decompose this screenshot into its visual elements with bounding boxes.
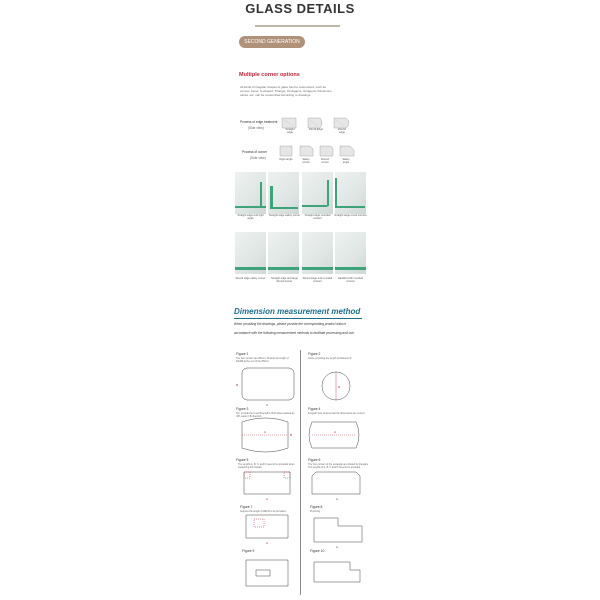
figure-10-label: Figure 10	[310, 549, 325, 553]
glass-photo-4	[335, 172, 366, 214]
pencil-edge-icon	[308, 118, 322, 128]
photo-caption-5: Round edge safety corner	[235, 277, 266, 280]
edge-treatment-label: Process of edge treatment	[240, 120, 278, 124]
page-title: GLASS DETAILS	[245, 1, 355, 16]
edge-type-3: Round edge	[338, 128, 346, 134]
figure-1-dim-b: B	[236, 383, 239, 387]
photo-caption-6: Straight edge and large Round corner	[271, 277, 298, 283]
figure-6-label: Figure 6	[308, 458, 321, 462]
figure-6-dim-a: A	[336, 497, 339, 501]
safety-corner-icon	[300, 146, 313, 156]
figure-8-note: Punching	[310, 510, 320, 513]
straight-edge-icon	[282, 118, 296, 128]
figure-8-label: Figure 8	[310, 505, 323, 509]
figure-4-note: Irregular arcs. Ensure that the dimensions are correct.	[308, 412, 366, 415]
generation-badge: SECOND GENERATION	[239, 36, 305, 48]
figure-4-dim-a: A	[334, 430, 337, 434]
figure-4-label: Figure 4	[308, 407, 321, 411]
figure-9-shape	[246, 560, 288, 586]
photo-caption-4: Straight edge round corners	[334, 214, 367, 217]
corner-type-1: Right angle	[279, 158, 293, 161]
dimension-heading-underline	[234, 318, 362, 319]
figure-1-label: Figure 1	[236, 352, 249, 356]
figure-1-shape	[242, 368, 294, 400]
edge-type-1: Straight edge	[285, 128, 295, 134]
glass-photo-3	[302, 172, 333, 214]
round-edge-icon	[334, 118, 349, 128]
photo-caption-3: Straight edge rounded corners	[304, 214, 331, 220]
glass-photo-2	[268, 172, 299, 214]
photo-caption-2: Straight edge safety corner	[268, 214, 301, 217]
right-angle-icon	[280, 146, 292, 156]
glass-photo-1	[235, 172, 266, 214]
edge-side-view-label: (Side view)	[248, 126, 264, 130]
figure-7-note: requires the length of ABCD to be provided.	[240, 510, 287, 513]
dimension-heading: Dimension measurement method	[234, 307, 361, 316]
figure-9-label: Figure 9	[242, 549, 255, 553]
corner-type-3: Round corner	[321, 158, 329, 164]
safety-angle-icon	[340, 146, 354, 156]
figure-3-dim-b: B	[290, 433, 293, 437]
figure-5-label: Figure 5	[236, 458, 249, 462]
figure-3-dim-a: A	[264, 430, 267, 434]
figure-6-shape	[312, 472, 360, 494]
figure-5-shape	[244, 472, 290, 494]
glass-photo-5	[235, 232, 266, 274]
corner-type-2: Safety corner	[302, 158, 310, 164]
figure-2-note: Circle, providing the length of diameter R.	[308, 357, 352, 360]
figure-10-shape	[314, 562, 360, 582]
corner-intro-text: All kinds of irregular shapes of glass can be customized, such as convex, bevel, C-shaped, Triangle, Pentagons, Octagons, Dimension varies, etc. can be customized according to drawings.	[240, 85, 332, 97]
figure-7-label: Figure 7	[240, 505, 253, 509]
figure-5-note: The lengths A, B, C, and D need to be provided when measuring this square.	[238, 463, 295, 469]
photo-caption-8: Handled with rounded corners	[337, 277, 364, 283]
figure-2-label: Figure 2	[308, 352, 321, 356]
figure-2-dim-r: R	[338, 385, 341, 389]
corner-type-4: Safety angle	[342, 158, 350, 164]
figure-3-note: Arc, provide the A and B lengths, Both sides marked as 'AB' reads in B direction.	[236, 412, 295, 418]
glass-photo-6	[268, 232, 299, 274]
edge-treatment-diagrams	[280, 112, 360, 142]
figure-6-note: The four corners of the rectangle are divided by triangles. The lengths of A, B, C and D need to be provided.	[308, 463, 369, 469]
glass-photo-7	[302, 232, 333, 274]
figure-3-label: Figure 3	[236, 407, 249, 411]
edge-type-2: Pencil Edge	[309, 128, 323, 131]
round-corner-icon	[320, 146, 333, 156]
figure-8-shape	[314, 518, 362, 542]
figure-7-dim-a: A	[266, 541, 269, 545]
figure-1-note: The four corners are R5mm. Provide the length of RA/R8 at the end of the R5mm.	[236, 357, 289, 363]
photo-caption-1: Straight edge and right angle	[237, 214, 264, 220]
figure-7-shape	[246, 515, 288, 538]
figure-1-dim-a: A	[266, 403, 269, 407]
corner-process-label: Process of corner	[242, 150, 267, 154]
photo-caption-7: Round edge and rounded corners	[302, 277, 333, 283]
title-underline	[255, 25, 340, 27]
dimension-intro-2: accordance with the following measurement methods to facilitate processing and use.	[234, 331, 355, 335]
corner-options-heading: Multiple corner options	[239, 72, 300, 78]
glass-photo-8	[335, 232, 366, 274]
dimension-figures	[232, 350, 368, 598]
dimension-intro-1: When providing the drawings, please provide the corresponding product data in	[234, 322, 346, 326]
corner-side-view-label: (Side view)	[250, 156, 266, 160]
figure-8-dim-a: A	[336, 545, 339, 549]
figure-5-dim-a: A	[266, 497, 269, 501]
